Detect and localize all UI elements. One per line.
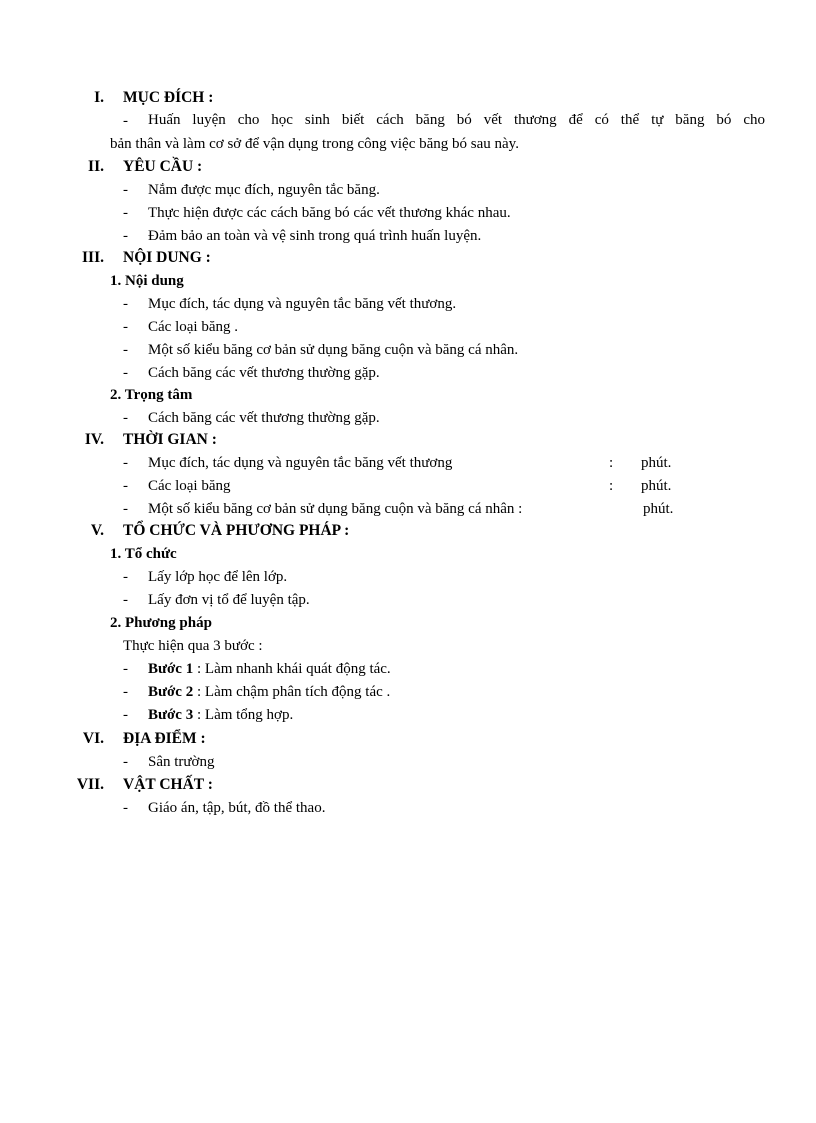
- list-item: Thực hiện được các cách băng bó các vết thương khác nhau.: [148, 205, 511, 221]
- subsection-title: 2. Phương pháp: [110, 615, 212, 631]
- section-title: NỘI DUNG :: [123, 249, 211, 266]
- section-number: III.: [82, 249, 104, 266]
- list-dash: -: [123, 455, 128, 471]
- section-number: I.: [94, 89, 104, 106]
- section-title: YÊU CẦU :: [123, 158, 203, 175]
- time-row-colon: :: [609, 455, 614, 471]
- section-number: VII.: [76, 776, 104, 793]
- step-item: [148, 659, 391, 679]
- list-item: Lấy đơn vị tổ để luyện tập.: [148, 592, 310, 608]
- list-dash: -: [123, 800, 128, 816]
- step-item: [148, 682, 390, 702]
- list-item: Sân trường: [148, 754, 215, 770]
- list-dash: -: [123, 661, 128, 677]
- list-dash: -: [123, 296, 128, 312]
- section-title: THỜI GIAN :: [123, 431, 217, 448]
- section-number: IV.: [84, 431, 104, 448]
- subsection-title: 2. Trọng tâm: [110, 387, 193, 403]
- list-item: Giáo án, tập, bút, đồ thể thao.: [148, 800, 326, 816]
- subsection-title: 1. Nội dung: [110, 273, 184, 289]
- step-text: : Làm chậm phân tích động tác .: [193, 684, 391, 700]
- list-dash: -: [123, 228, 128, 244]
- section-number: VI.: [82, 730, 104, 747]
- list-dash: -: [123, 684, 128, 700]
- section-number: V.: [90, 522, 104, 539]
- section-number: II.: [88, 158, 104, 175]
- list-dash: -: [123, 182, 128, 198]
- step-label: Bước 3: [148, 707, 194, 723]
- section-title: TỔ CHỨC VÀ PHƯƠNG PHÁP :: [123, 522, 350, 539]
- list-dash: -: [123, 501, 128, 517]
- list-dash: -: [123, 707, 128, 723]
- step-text: : Làm nhanh khái quát động tác.: [193, 661, 391, 677]
- list-dash: -: [123, 569, 128, 585]
- list-dash: -: [123, 754, 128, 770]
- list-item: Một số kiểu băng cơ bản sử dụng băng cuộn và băng cá nhân.: [148, 342, 519, 358]
- list-item: Đảm bảo an toàn và vệ sinh trong quá trình huấn luyện.: [148, 228, 482, 244]
- section-title: VẬT CHẤT :: [123, 776, 213, 793]
- time-row-colon: :: [609, 478, 614, 494]
- step-label: Bước 1: [148, 661, 194, 677]
- list-item: Mục đích, tác dụng và nguyên tắc băng vết thương.: [148, 296, 457, 312]
- list-dash: -: [123, 113, 128, 129]
- paragraph-line: Huấn luyện cho học sinh biết cách băng bó vết thương để có thể tự băng bó cho: [148, 112, 765, 128]
- list-item: Cách băng các vết thương thường gặp.: [148, 410, 380, 426]
- time-row-text: Một số kiểu băng cơ bản sử dụng băng cuộn và băng cá nhân :: [148, 501, 523, 517]
- step-item: [148, 705, 293, 725]
- paragraph-line: bản thân và làm cơ sở để vận dụng trong công việc băng bó sau này.: [110, 136, 519, 152]
- step-text: : Làm tổng hợp.: [193, 707, 294, 723]
- time-row-text: Các loại băng: [148, 478, 231, 494]
- method-intro: Thực hiện qua 3 bước :: [123, 638, 263, 654]
- section-title: MỤC ĐÍCH :: [123, 89, 214, 106]
- list-dash: -: [123, 478, 128, 494]
- subsection-title: 1. Tổ chức: [110, 546, 177, 562]
- list-item: Cách băng các vết thương thường gặp.: [148, 365, 380, 381]
- step-label: Bước 2: [148, 684, 194, 700]
- list-dash: -: [123, 365, 128, 381]
- time-row-text: Mục đích, tác dụng và nguyên tắc băng vết thương: [148, 455, 453, 471]
- list-item: Lấy lớp học để lên lớp.: [148, 569, 288, 585]
- time-row-unit: phút.: [643, 501, 674, 517]
- list-dash: -: [123, 342, 128, 358]
- time-row-unit: phút.: [641, 478, 672, 494]
- list-dash: -: [123, 205, 128, 221]
- list-dash: -: [123, 410, 128, 426]
- list-dash: -: [123, 319, 128, 335]
- list-item: Nắm được mục đích, nguyên tắc băng.: [148, 182, 380, 198]
- list-item: Các loại băng .: [148, 319, 238, 335]
- section-title: ĐỊA ĐIỂM :: [123, 730, 206, 747]
- list-dash: -: [123, 592, 128, 608]
- time-row-unit: phút.: [641, 455, 672, 471]
